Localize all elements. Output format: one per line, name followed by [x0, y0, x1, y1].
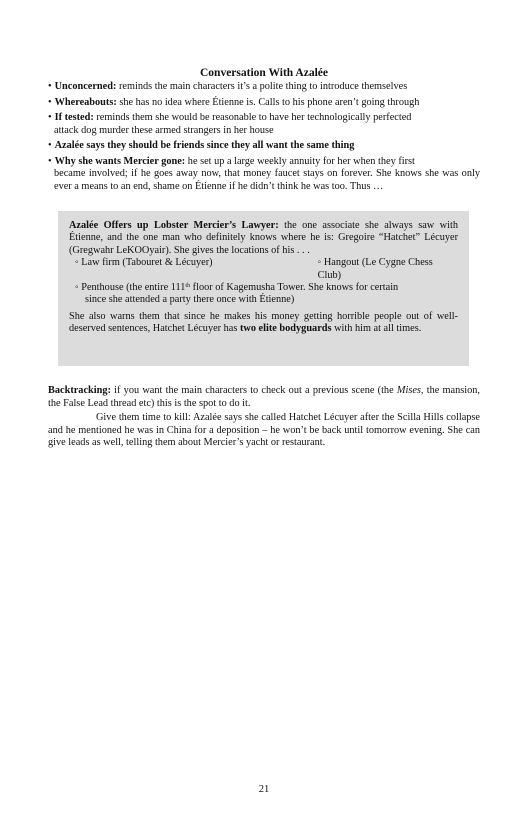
- location-list: [69, 257, 458, 307]
- ordinal-suffix: th: [185, 283, 191, 290]
- bullet-text-continued: became involved; if he goes away now, that money faucet stays on forever. She knows she was only ever a means to an end, shame on Étienne if he didn’t think he was too. Thus …: [54, 168, 480, 192]
- lawyer-info-box: [58, 211, 469, 366]
- bullet-item-if-tested: • If tested: reminds them she would be reasonable to have her technologically perfected attack dog murder these armed strangers in her house: [48, 112, 480, 137]
- location-hangout: ◦ Hangout (Le Cygne Chess Club): [317, 257, 433, 281]
- bullet-item-mercier-gone: • Why she wants Mercier gone: he set up a large weekly annuity for her when they first became involved; if he goes away now, that money faucet stays on forever. She knows she was only ever a means to an end, shame on Étienne if he didn’t think he was too. Thus …: [48, 155, 480, 192]
- bodyguard-emphasis: two elite bodyguards: [239, 323, 332, 335]
- location-law-firm: ◦ Law firm (Tabouret & Lécuyer): [75, 257, 213, 269]
- section-title: Conversation With Azalée: [200, 67, 328, 79]
- bullet-label: Unconcerned:: [54, 81, 117, 92]
- bullet-label: Why she wants Mercier gone:: [54, 155, 186, 167]
- bullet-item-unconcerned: • Unconcerned: reminds the main characters it’s a polite thing to introduce themselves: [48, 81, 408, 92]
- backtracking-label: Backtracking:: [48, 385, 111, 396]
- bullet-list: [48, 81, 480, 196]
- location-penthouse: ◦ Penthouse (the entire 111th floor of Kagemusha Tower. She knows for certain since she attended a party there once with Étienne): [75, 282, 458, 307]
- bullet-label: If tested:: [54, 112, 94, 123]
- bullet-text: reminds them she would be reasonable to have her technologically perfected: [93, 112, 412, 123]
- box-intro-text: the one associate she always saw with Étienne, and the one man who definitely knows where he is: Gregoire “Hatchet” Lécuyer (Gregwahr LeKOOyair). She gives the locations of his . . .: [69, 220, 458, 256]
- page-number: 21: [258, 784, 270, 795]
- bullet-text-continued: attack dog murder these armed strangers in her house: [54, 124, 274, 136]
- bullet-item-whereabouts: • Whereabouts: she has no idea where Étienne is. Calls to his phone aren’t going through: [48, 96, 420, 108]
- bullet-text: she has no idea where Étienne is. Calls to his phone aren’t going through: [116, 96, 420, 108]
- time-to-kill-paragraph: Give them time to kill: Azalée says she called Hatchet Lécuyer after the Scilla Hills collapse and he mentioned he was in China for a deposition – he won’t be back until tomorrow evening. She can give leads as well, telling them about Mercier’s yacht or restaurant.: [48, 412, 480, 448]
- location-penthouse-continued: since she attended a party there once with Étienne): [85, 294, 295, 306]
- bullet-item-friends: • Azalée says they should be friends since they all want the same thing: [48, 140, 355, 151]
- mises-italic: Mises,: [396, 385, 424, 396]
- bullet-text: reminds the main characters it’s a polite thing to introduce themselves: [116, 81, 408, 92]
- backtracking-paragraph: Backtracking: if you want the main characters to check out a previous scene (the Mises, the mansion, the False Lead thread etc) this is the spot to do it.: [48, 385, 481, 409]
- box-intro: [69, 220, 458, 257]
- bodyguard-warning: She also warns them that since he makes his money getting horrible people out of well-deserved sentences, Hatchet Lécuyer has two elite bodyguards with him at all times.: [69, 310, 458, 335]
- bullet-text: he set up a large weekly annuity for her when they first: [185, 155, 415, 167]
- box-heading: Azalée Offers up Lobster Mercier’s Lawyer:: [69, 220, 279, 231]
- bullet-label: Whereabouts:: [54, 96, 117, 108]
- bullet-label: Azalée says they should be friends since they all want the same thing: [54, 140, 355, 151]
